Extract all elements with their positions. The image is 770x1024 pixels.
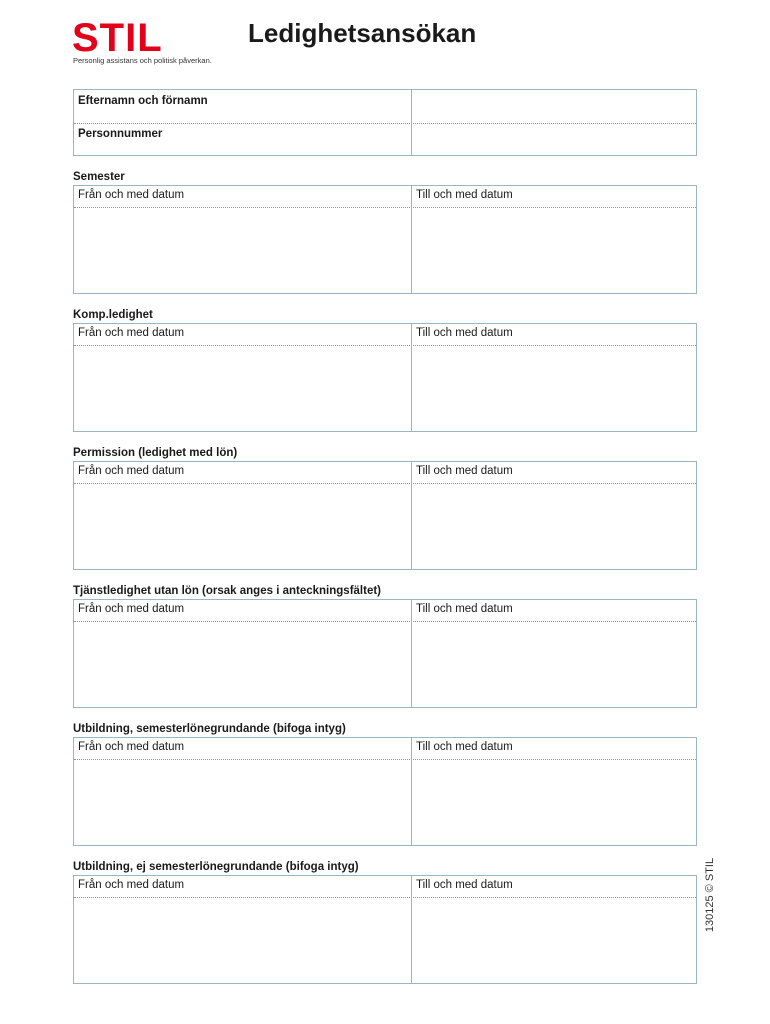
to-date-field[interactable] [414,622,694,706]
to-date-label: Till och med datum [416,879,513,891]
section-heading-utbildning-grundande: Utbildning, semesterlönegrundande (bifoga intyg) [73,723,346,735]
leave-column-divider [411,600,412,707]
section-heading-komp: Komp.ledighet [73,309,153,321]
section-heading-permission: Permission (ledighet med lön) [73,447,238,459]
from-date-label: Från och med datum [78,879,185,891]
to-date-field[interactable] [414,484,694,568]
personnummer-label: Personnummer [78,128,163,140]
from-date-field[interactable] [76,346,408,430]
leave-column-divider [411,324,412,431]
to-date-field[interactable] [414,760,694,844]
section-heading-utbildning-ej-grundande: Utbildning, ej semesterlönegrundande (bifoga intyg) [73,861,359,873]
form-version-note: 130125 © STIL [704,857,716,933]
from-date-label: Från och med datum [78,465,185,477]
to-date-field[interactable] [414,898,694,982]
leave-table-header [74,876,696,898]
to-date-label: Till och med datum [416,741,513,753]
leave-table-header [74,186,696,208]
from-date-label: Från och med datum [78,741,185,753]
leave-table-komp [73,323,697,432]
personnummer-field[interactable] [416,128,691,150]
from-date-label: Från och med datum [78,189,185,201]
leave-table-utbildning-ej-grundande [73,875,697,984]
to-date-label: Till och med datum [416,603,513,615]
stil-logo [72,16,212,66]
to-date-label: Till och med datum [416,327,513,339]
section-heading-tjanstledighet: Tjänstledighet utan lön (orsak anges i anteckningsfältet) [73,585,381,597]
name-field[interactable] [416,95,691,117]
section-heading-semester: Semester [73,171,125,183]
leave-column-divider [411,186,412,293]
personnummer-row [74,123,696,156]
leave-table-header [74,738,696,760]
leave-table-tjanstledighet [73,599,697,708]
page-title: Ledighetsansökan [248,18,477,48]
from-date-label: Från och med datum [78,603,185,615]
logo-wordmark: STIL [72,16,163,60]
from-date-label: Från och med datum [78,327,185,339]
leave-table-semester [73,185,697,294]
to-date-field[interactable] [414,208,694,292]
leave-column-divider [411,738,412,845]
to-date-field[interactable] [414,346,694,430]
leave-column-divider [411,876,412,983]
from-date-field[interactable] [76,622,408,706]
leave-table-permission [73,461,697,570]
leave-column-divider [411,462,412,569]
from-date-field[interactable] [76,760,408,844]
logo-tagline: Personlig assistans och politisk påverkan. [73,56,212,65]
to-date-label: Till och med datum [416,465,513,477]
from-date-field[interactable] [76,208,408,292]
identity-table [73,89,697,156]
name-label: Efternamn och förnamn [78,95,208,107]
leave-table-header [74,324,696,346]
from-date-field[interactable] [76,898,408,982]
from-date-field[interactable] [76,484,408,568]
to-date-label: Till och med datum [416,189,513,201]
leave-table-header [74,462,696,484]
leave-table-header [74,600,696,622]
identity-column-divider [411,90,412,155]
name-row [74,90,696,124]
leave-table-utbildning-grundande [73,737,697,846]
